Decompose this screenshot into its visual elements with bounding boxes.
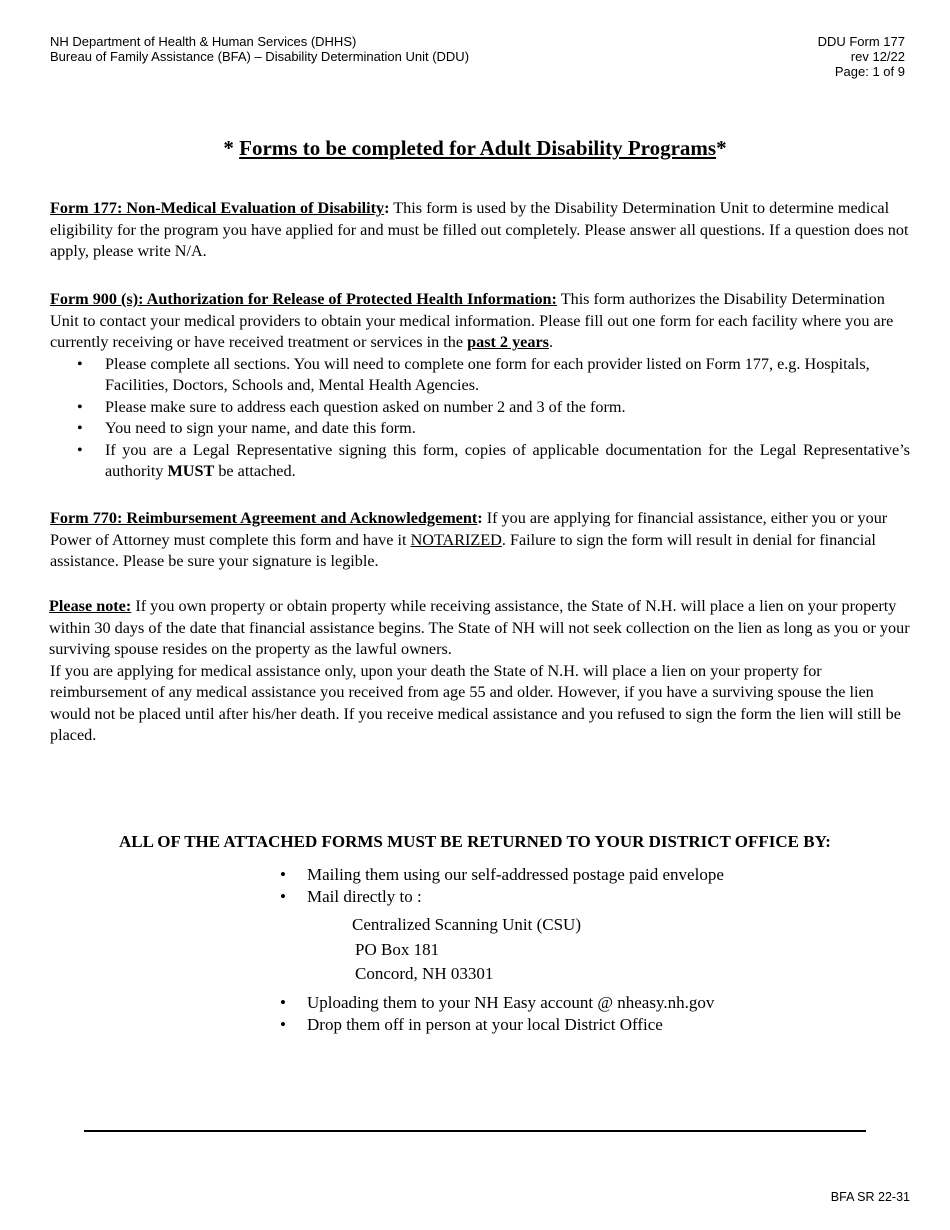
list-item: • Drop them off in person at your local District Office [258, 1014, 878, 1036]
return-options-bottom [258, 992, 878, 1036]
form-770-label: Form 770: Reimbursement Agreement and Acknowledgement [50, 509, 478, 527]
page-title [0, 136, 950, 161]
form-770-notarized: NOTARIZED [410, 530, 502, 549]
title-prefix: * [223, 136, 240, 160]
footer-divider [84, 1130, 866, 1132]
form-177-section [50, 198, 910, 263]
form-177-label: Form 177: Non-Medical Evaluation of Disability [50, 199, 385, 217]
list-item: • Please make sure to address each question asked on number 2 and 3 of the form. [50, 397, 910, 419]
page-number: Page: 1 of 9 [834, 64, 905, 79]
legal-rep-text: If you are a Legal Representative signing this form, copies of applicable documentation for the Legal Representative’s authority [105, 440, 910, 480]
return-heading: ALL OF THE ATTACHED FORMS MUST BE RETURNED TO YOUR DISTRICT OFFICE BY: [119, 832, 831, 851]
header-bureau: Bureau of Family Assistance (BFA) – Disability Determination Unit (DDU) [50, 49, 470, 64]
mailing-address [352, 913, 581, 987]
list-item: • Please complete all sections. You will need to complete one form for each provider listed on Form 177, e.g. Hospitals, Facilities, Doctors, Schools and, Mental Health Agencies. [50, 354, 910, 397]
list-item: • Uploading them to your NH Easy account @ nheasy.nh.gov [258, 992, 878, 1014]
list-item: • Mail directly to : [258, 886, 878, 908]
form-revision: rev 12/22 [850, 49, 905, 64]
header-form-info [818, 34, 905, 79]
form-900-description: This form authorizes the Disability Determination Unit to contact your medical providers to obtain your medical information. Please fill out one form for each facility where you are currently receiving or have received treatment or services in the [50, 290, 894, 351]
footer-code: BFA SR 22-31 [830, 1190, 910, 1204]
form-900-instructions [50, 354, 910, 483]
note-text-property: If you own property or obtain property while receiving assistance, the State of N.H. will place a lien on your property within 30 days of the date that financial assistance begins. The State of NH will not seek collection on the lien as long as you or your surviving spouse resides on the property as the lawful owners. [49, 597, 910, 658]
address-line: PO Box 181 [355, 939, 440, 959]
form-900-section [50, 289, 910, 483]
form-177-colon: : [384, 199, 390, 217]
form-177-description: This form is used by the Disability Determination Unit to determine medical eligibility for the program you have applied for and must be filled out completely. Please answer all questions. If a question does not apply, please write N/A. [50, 199, 909, 260]
header-department: NH Department of Health & Human Services (DHHS) [50, 34, 357, 49]
address-line: Centralized Scanning Unit (CSU) [352, 915, 581, 934]
note-label: Please note: [49, 597, 132, 615]
form-900-end: . [548, 333, 553, 351]
lien-note-section [49, 596, 911, 747]
lien-note-medical: If you are applying for medical assistance only, upon your death the State of N.H. will place a lien on your property for reimbursement of any medical assistance you received from age 55 and older. However, if you have a surviving spouse the lien would not be placed until after his/her death. If you receive medical assistance and you refused to sign the form the lien will still be placed. [50, 661, 901, 744]
form-900-label: Form 900 (s): Authorization for Release of Protected Health Information: [50, 290, 557, 308]
list-item [50, 440, 910, 483]
form-770-section [50, 508, 910, 573]
form-900-paragraph [50, 289, 910, 354]
lien-note-paragraph [49, 596, 911, 661]
title-suffix: * [716, 136, 727, 160]
form-900-emphasis: past 2 years [467, 333, 549, 351]
form-770-description-end: . Failure to sign the form will result in denial for financial assistance. Please be sure your signature is legible. [50, 530, 876, 570]
list-item: • You need to sign your name, and date this form. [50, 418, 910, 440]
return-options-top [258, 864, 878, 908]
legal-rep-end: be attached. [214, 462, 296, 480]
form-770-colon: : [477, 509, 483, 527]
header-agency [50, 34, 469, 64]
address-line: Concord, NH 03301 [355, 964, 494, 983]
legal-rep-must: MUST [167, 462, 215, 480]
title-text: Forms to be completed for Adult Disability Programs [239, 136, 717, 160]
list-item: • Mailing them using our self-addressed postage paid envelope [258, 864, 878, 886]
form-770-description: If you are applying for financial assistance, either you or your Power of Attorney must complete this form and have it [50, 509, 888, 549]
form-number: DDU Form 177 [817, 34, 905, 49]
